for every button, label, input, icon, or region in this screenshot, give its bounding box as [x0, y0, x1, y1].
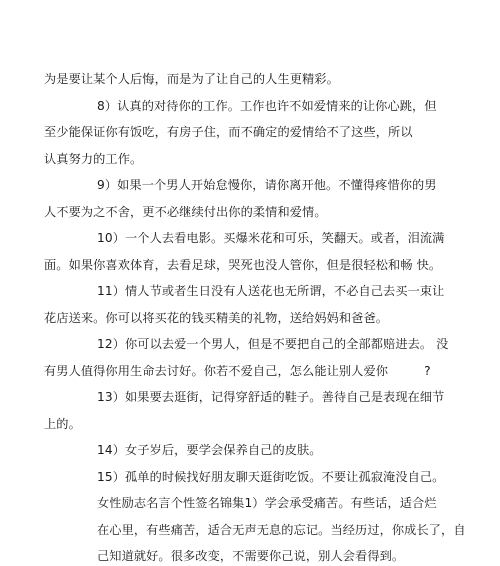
text-line: 为是要让某个人后悔，而是为了让自己的人生更精彩。 [44, 72, 339, 86]
text-line: 在心里，有些痛苦，适合无声无息的忘记。当经历过，你成长了，自 [97, 523, 466, 537]
question-mark: ? [424, 364, 431, 378]
text-line: 人不要为之不舍，更不必继续付出你的柔情和爱情。 [44, 205, 327, 219]
text-line: 上的。 [44, 417, 81, 431]
text-line [44, 363, 431, 379]
text-line: 11）情人节或者生日没有人送花也无所谓，不必自己去买一束让 [97, 284, 445, 298]
text-line: 至少能保证你有饭吃，有房子住，而不确定的爱情给不了这些，所以 [44, 125, 413, 139]
text-line: 12）你可以去爱一个男人，但是不要把自己的全部都赔进去。 没 [97, 337, 449, 351]
text-line: 认真努力的工作。 [44, 152, 143, 166]
text-line: 花店送来。你可以将买花的钱买精美的礼物，送给妈妈和爸爸。 [44, 311, 389, 325]
text-line: 己知道就好。很多改变，不需要你己说，别人会看得到。 [97, 549, 405, 563]
text-line: 9）如果一个男人开始怠慢你，请你离开他。不懂得疼惜你的男 [97, 178, 437, 192]
text-line: 15）孤单的时候找好朋友聊天逛街吃饭。不要让孤寂淹没自己。 [97, 470, 445, 484]
text-line: 面。如果你喜欢体育，去看足球，哭死也没人管你，但是很轻松和畅 快。 [44, 258, 442, 272]
text-line: 10）一个人去看电影。买爆米花和可乐，笑翻天。或者，泪流满 [97, 231, 445, 245]
text-line: 14）女子岁后，要学会保养自己的皮肤。 [97, 443, 322, 457]
text-line: 13）如果要去逛街，记得穿舒适的鞋子。善待自己是表现在细节 [97, 390, 445, 404]
text-line: 8）认真的对待你的工作。工作也许不如爱情来的让你心跳，但 [97, 99, 437, 113]
text-line: 女性励志名言个性签名锦集1）学会承受痛苦。有些话，适合烂 [97, 496, 437, 510]
text-line-main: 有男人值得你用生命去讨好。你若不爱自己，怎么能让别人爱你 [44, 364, 389, 378]
